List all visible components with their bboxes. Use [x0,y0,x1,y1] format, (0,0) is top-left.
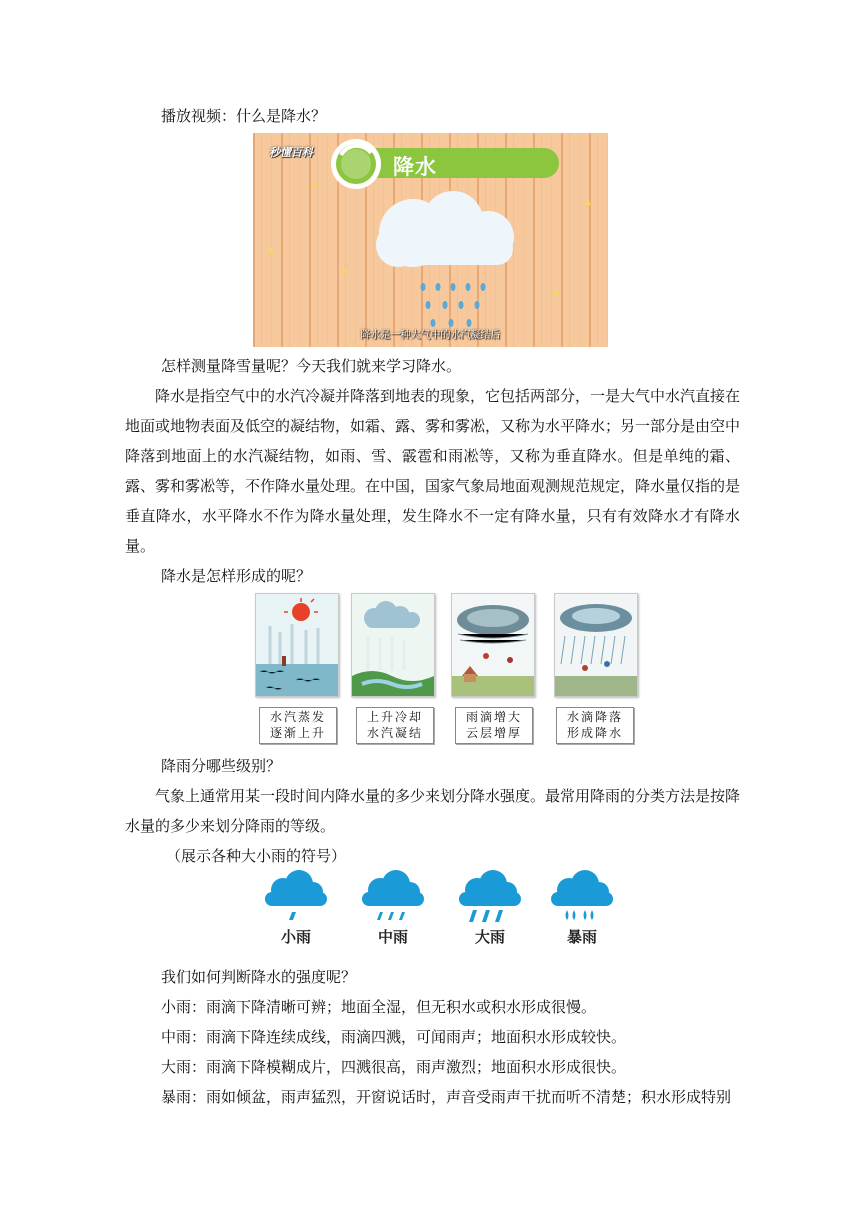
rain-symbol-storm [545,870,619,948]
question-measure: 怎样测量降雪量呢？今天我们就来学习降水。 [161,357,462,375]
process-image-evaporation [255,593,339,697]
cloud-rain-storm-icon [545,870,619,926]
cloud-rain-heavy-icon [453,870,527,926]
rain-label-moderate: 中雨 [377,928,408,946]
intensity-moderate: 中雨：雨滴下降连续成线，雨滴四溅，可闻雨声；地面积水形成较快。 [161,1028,627,1046]
process-label-3: 雨滴增大 云层增厚 [455,707,533,744]
video-brand-logo: 秒懂百科 [269,146,313,159]
cloud-rain-moderate-icon [356,870,430,926]
rain-label-light: 小雨 [280,928,311,946]
process-image-cloud-growth [451,593,535,697]
process-image-precipitation [554,593,638,697]
symbols-note: （展示各种大小雨的符号） [166,847,347,865]
rain-label-storm: 暴雨 [566,928,597,946]
levels-paragraph: 气象上通常用某一段时间内降水量的多少来划分降水强度。最常用降雨的分类方法是按降水量的多少来划分降雨的等级。 [125,787,741,835]
rain-symbol-heavy [453,870,527,948]
video-title: 降水 [393,155,437,179]
process-image-condensation [351,593,435,697]
process-label-2: 上升冷却 水汽凝结 [356,707,434,744]
definition-paragraph: 降水是指空气中的水汽冷凝并降落到地表的现象，它包括两部分，一是大气中水汽直接在地面或地物表面及低空的凝结物，如霜、露、雾和雾凇，又称为水平降水；另一部分是由空中降落到地面上的水汽凝结物，如雨、雪、霰雹和雨凇等，又称为垂直降水。但是单纯的霜、露、雾和雾凇等，不作降水量处理。在中国，国家气象局地面观测规范规定，降水量仅指的是垂直降水，水平降水不作为降水量处理，发生降水不一定有降水量，只有有效降水才有降水量。 [125,387,741,555]
question-levels: 降雨分哪些级别？ [161,757,282,775]
rain-symbol-light [259,870,333,948]
intensity-heavy: 大雨：雨滴下降模糊成片，四溅很高，雨声激烈；地面积水形成很快。 [161,1058,627,1076]
video-subtitle: 降水是一种大气中的水汽凝结后 [360,330,501,341]
intensity-light: 小雨：雨滴下降清晰可辨；地面全湿，但无积水或积水形成很慢。 [161,998,597,1016]
video-player[interactable] [253,133,608,347]
cloud-rain-light-icon [259,870,333,926]
process-label-1: 水汽蒸发 逐渐上升 [259,707,337,744]
rain-label-heavy: 大雨 [474,928,505,946]
process-label-4: 水滴降落 形成降水 [556,707,634,744]
intensity-storm: 暴雨：雨如倾盆，雨声猛烈，开窗说话时，声音受雨声干扰而听不清楚；积水形成特别 [161,1088,732,1106]
question-judge: 我们如何判断降水的强度呢？ [161,968,357,986]
rain-symbol-moderate [356,870,430,948]
intro-line: 播放视频：什么是降水？ [161,107,327,125]
question-formation: 降水是怎样形成的呢？ [161,567,312,585]
